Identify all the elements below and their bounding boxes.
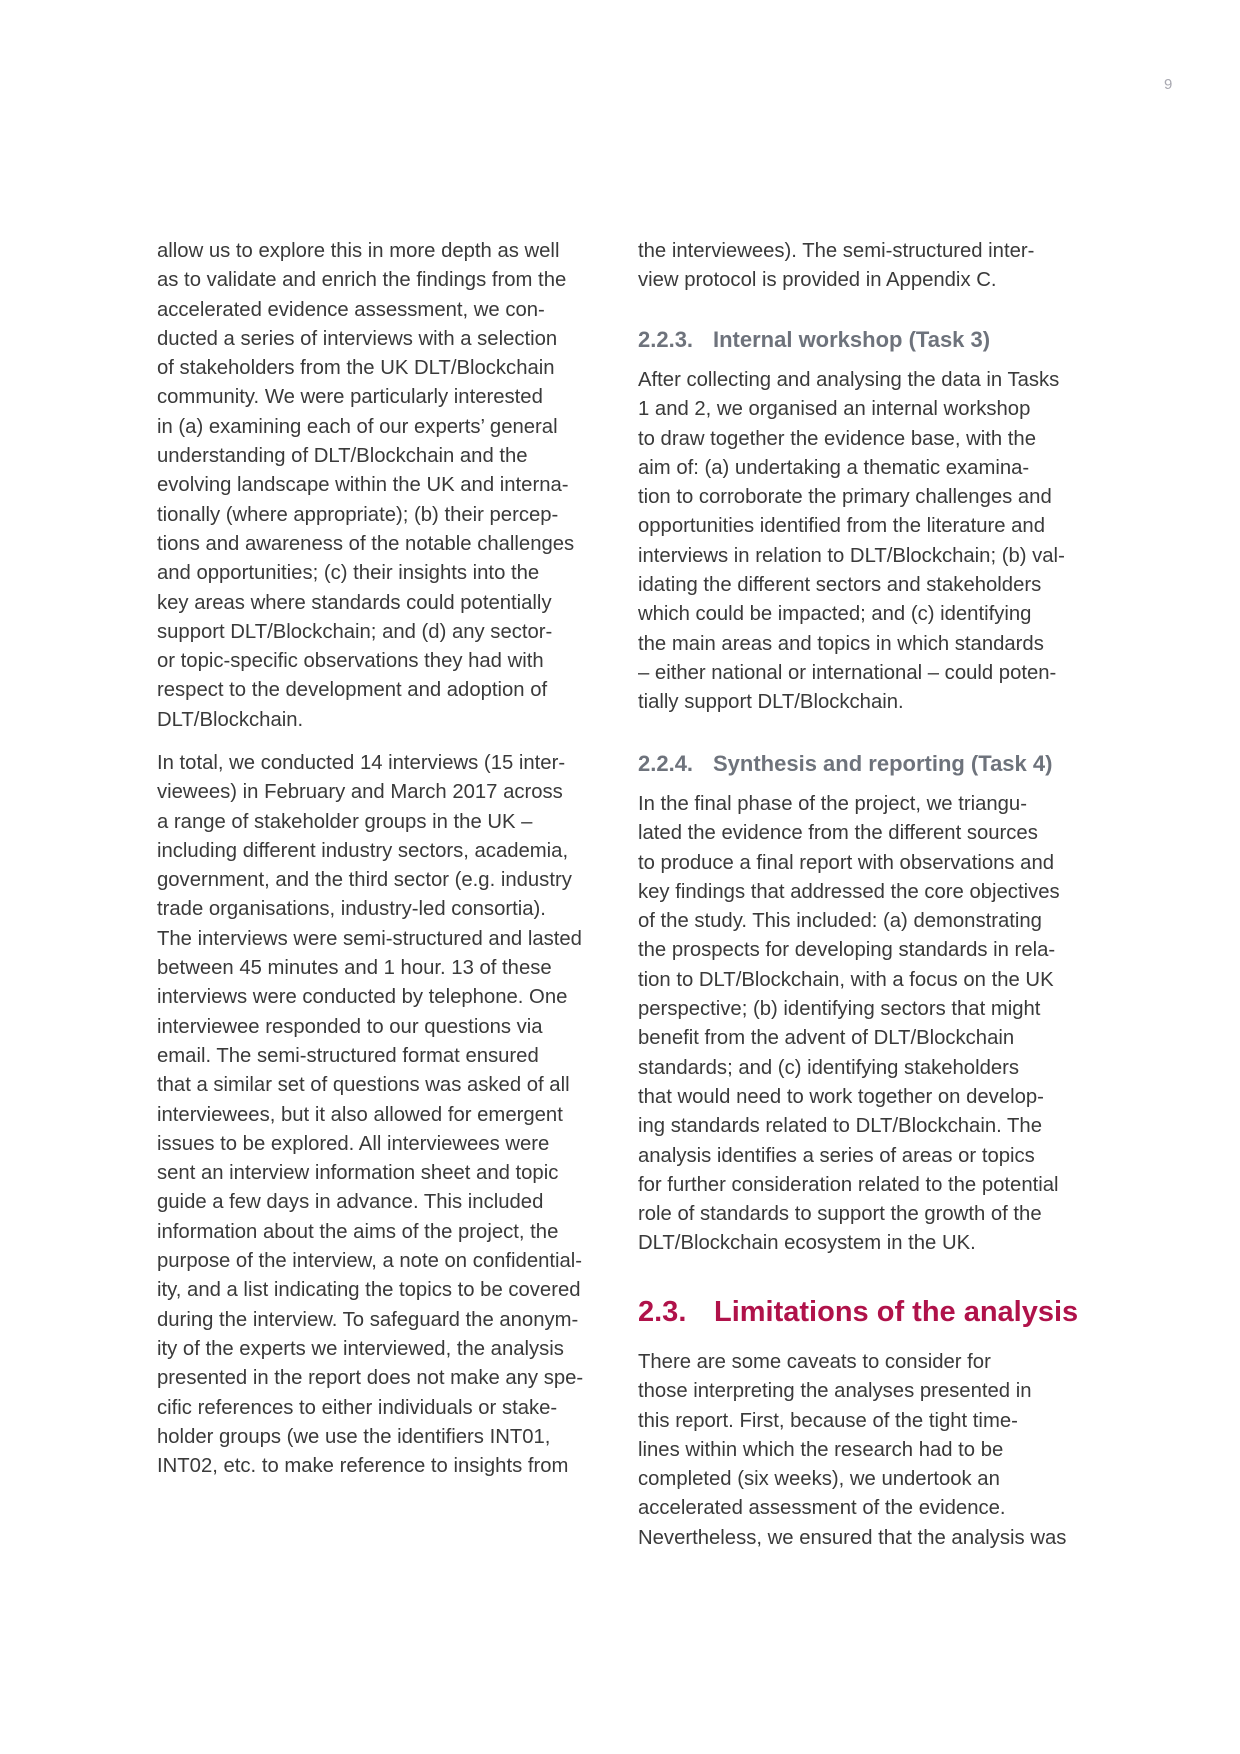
text-line: accelerated evidence assessment, we con- (157, 298, 545, 321)
text-line: Nevertheless, we ensured that the analysis was (638, 1526, 1067, 1549)
text-line: allow us to explore this in more depth as well (157, 240, 560, 262)
text-line: idating the different sectors and stakeholders (638, 574, 1042, 597)
text-line: that a similar set of questions was asked of all (157, 1074, 570, 1097)
text-line: tion to corroborate the primary challenges and (638, 486, 1052, 509)
text-line: those interpreting the analyses presented in (638, 1380, 1032, 1403)
text-line: guide a few days in advance. This included (157, 1191, 544, 1214)
text-line: tionally (where appropriate); (b) their percep- (157, 503, 559, 526)
section-heading-2-2-3 (638, 325, 990, 355)
text-line: issues to be explored. All interviewees were (157, 1132, 550, 1155)
text-line: or topic-specific observations they had with (157, 650, 544, 673)
text-line: to produce a final report with observations and (638, 851, 1055, 874)
text-line: key findings that addressed the core objectives (638, 880, 1060, 903)
paragraph (638, 790, 1108, 1259)
text-line: interviews were conducted by telephone. One (157, 986, 568, 1009)
heading-number: 2.2.4. (638, 751, 694, 776)
text-line: tially support DLT/Blockchain. (638, 691, 904, 714)
heading-number: 2.2.3. (638, 327, 694, 352)
text-line: the prospects for developing standards in rela- (638, 939, 1056, 962)
text-line: INT02, etc. to make reference to insights from (157, 1455, 569, 1478)
text-line: The interviews were semi-structured and lasted (157, 927, 582, 950)
heading-number: 2.3. (638, 1296, 687, 1328)
text-line: view protocol is provided in Appendix C. (638, 269, 997, 292)
text-line: ing standards related to DLT/Blockchain. The (638, 1115, 1042, 1138)
text-line: aim of: (a) undertaking a thematic examina- (638, 456, 1030, 479)
text-line: the interviewees). The semi-structured inter- (638, 240, 1035, 262)
text-line: community. We were particularly interested (157, 386, 543, 409)
text-line: interviewees, but it also allowed for emergent (157, 1103, 563, 1126)
paragraph (638, 237, 1108, 296)
text-line: email. The semi-structured format ensured (157, 1044, 539, 1067)
paragraph (157, 237, 627, 735)
text-line: to draw together the evidence base, with the (638, 427, 1036, 450)
text-line: – either national or international – could poten- (638, 661, 1057, 684)
text-line: 1 and 2, we organised an internal workshop (638, 398, 1031, 421)
page-number: 9 (1164, 76, 1173, 93)
text-line: for further consideration related to the potential (638, 1173, 1059, 1196)
text-line: key areas where standards could potentially (157, 591, 552, 614)
text-line: government, and the third sector (e.g. industry (157, 869, 572, 892)
text-line: standards; and (c) identifying stakeholders (638, 1056, 1020, 1079)
text-line: purpose of the interview, a note on confidential- (157, 1250, 583, 1273)
text-line: lated the evidence from the different sources (638, 822, 1038, 845)
text-line: benefit from the advent of DLT/Blockchain (638, 1027, 1015, 1050)
text-line: of stakeholders from the UK DLT/Blockchain (157, 357, 555, 380)
text-line: including different industry sectors, academia, (157, 839, 569, 862)
text-line: which could be impacted; and (c) identifying (638, 603, 1032, 626)
text-line: ity of the experts we interviewed, the analysis (157, 1337, 564, 1360)
heading-title: Limitations of the analysis (714, 1296, 1079, 1328)
text-line: In total, we conducted 14 interviews (15 inter- (157, 752, 566, 774)
text-line: tions and awareness of the notable challenges (157, 532, 575, 555)
text-line: After collecting and analysing the data in Tasks (638, 369, 1060, 391)
paragraph (157, 749, 627, 1481)
text-line: perspective; (b) identifying sectors that might (638, 998, 1041, 1021)
text-line: understanding of DLT/Blockchain and the (157, 445, 528, 468)
text-line: ducted a series of interviews with a selection (157, 327, 558, 350)
text-line: opportunities identified from the literature and (638, 515, 1045, 538)
text-line: in (a) examining each of our experts’ general (157, 415, 558, 438)
text-line: completed (six weeks), we undertook an (638, 1468, 1000, 1491)
text-line: and opportunities; (c) their insights into the (157, 562, 540, 585)
text-line: sent an interview information sheet and topic (157, 1162, 559, 1185)
text-line: viewees) in February and March 2017 across (157, 781, 563, 804)
text-line: trade organisations, industry-led consortia). (157, 898, 546, 921)
text-line: a range of stakeholder groups in the UK – (157, 810, 533, 833)
text-line: ity, and a list indicating the topics to be covered (157, 1279, 581, 1302)
text-line: interviews in relation to DLT/Blockchain; (b) val- (638, 544, 1065, 567)
text-line: analysis identifies a series of areas or topics (638, 1144, 1035, 1167)
text-line: evolving landscape within the UK and interna- (157, 474, 569, 497)
text-line: DLT/Blockchain. (157, 708, 304, 731)
text-line: presented in the report does not make any spe- (157, 1367, 584, 1390)
text-line: the main areas and topics in which standards (638, 632, 1044, 655)
heading-title: Internal workshop (Task 3) (713, 327, 991, 352)
text-line: during the interview. To safeguard the anonym- (157, 1308, 579, 1331)
text-line: support DLT/Blockchain; and (d) any sector- (157, 620, 553, 643)
paragraph (638, 366, 1108, 718)
text-line: role of standards to support the growth of the (638, 1203, 1042, 1226)
text-line: In the final phase of the project, we triangu- (638, 793, 1027, 815)
text-line: lines within which the research had to be (638, 1438, 1004, 1461)
text-line: respect to the development and adoption of (157, 679, 548, 702)
text-line: as to validate and enrich the findings from the (157, 269, 567, 292)
text-line: this report. First, because of the tight time- (638, 1409, 1018, 1432)
section-heading-2-3 (638, 1294, 1078, 1330)
text-line: tion to DLT/Blockchain, with a focus on the UK (638, 968, 1054, 991)
text-line: interviewee responded to our questions via (157, 1015, 543, 1038)
text-line: cific references to either individuals or stake- (157, 1396, 558, 1419)
text-line: that would need to work together on develop- (638, 1085, 1044, 1108)
text-line: There are some caveats to consider for (638, 1351, 991, 1373)
text-line: holder groups (we use the identifiers INT01, (157, 1425, 551, 1448)
text-line: of the study. This included: (a) demonstrating (638, 910, 1042, 933)
paragraph (638, 1348, 1108, 1553)
heading-title: Synthesis and reporting (Task 4) (713, 751, 1053, 776)
text-line: between 45 minutes and 1 hour. 13 of these (157, 957, 552, 980)
section-heading-2-2-4 (638, 749, 1052, 779)
text-line: information about the aims of the project, the (157, 1220, 559, 1243)
text-line: accelerated assessment of the evidence. (638, 1497, 1006, 1520)
text-line: DLT/Blockchain ecosystem in the UK. (638, 1232, 976, 1255)
